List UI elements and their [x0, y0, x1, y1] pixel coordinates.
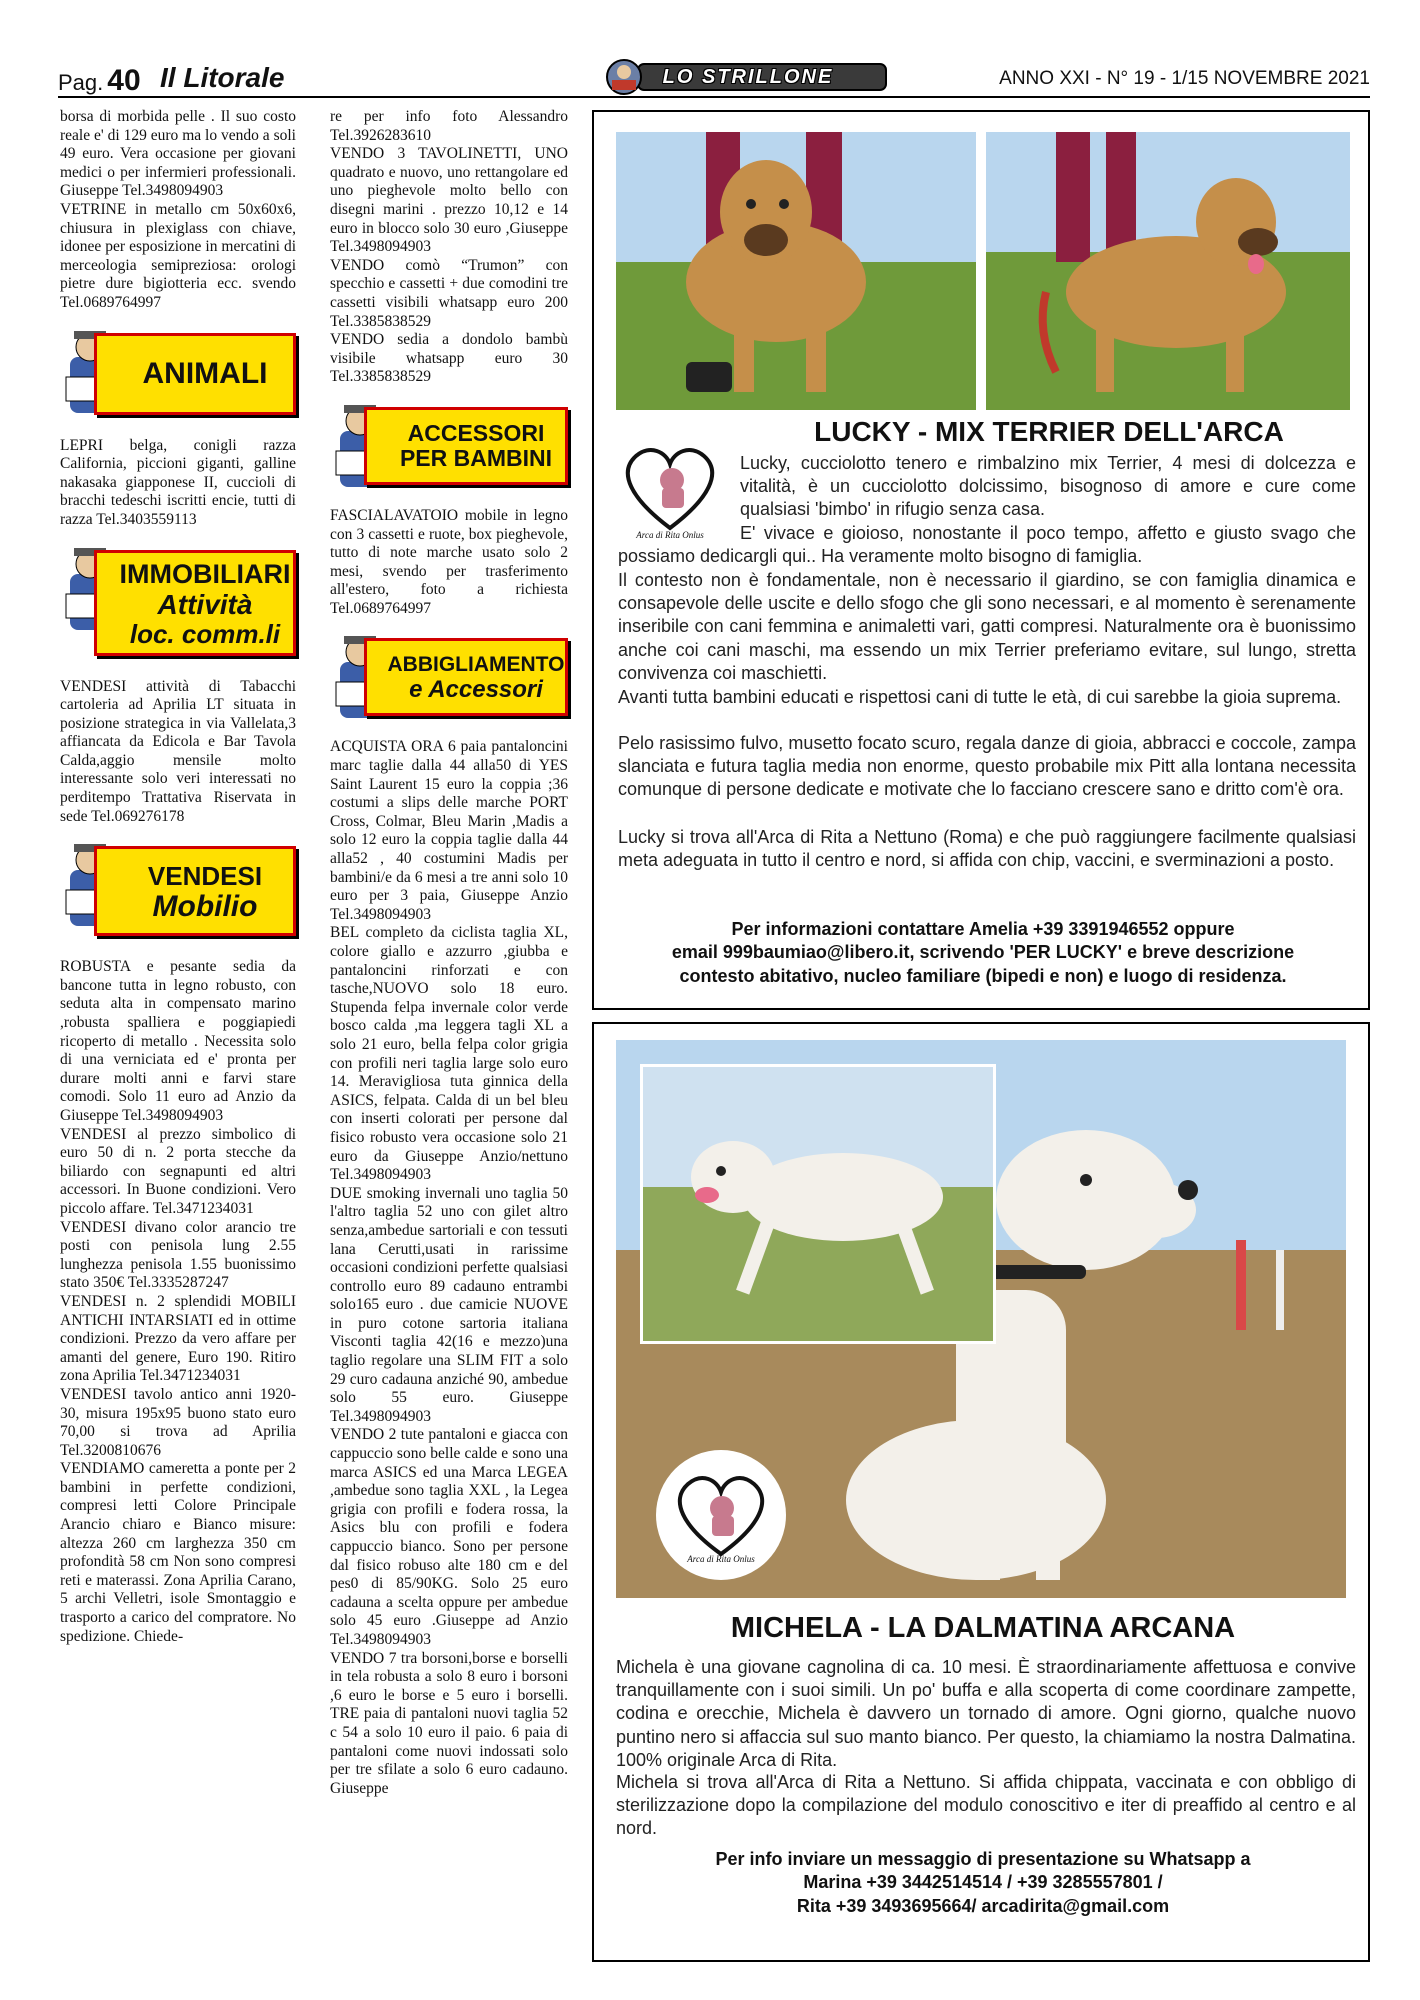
michela-title: MICHELA - LA DALMATINA ARCANA	[730, 1612, 1236, 1644]
banner-title: VENDESI	[147, 861, 263, 892]
page-number: Pag. 40	[58, 64, 141, 97]
lucky-paragraph: Lucky si trova all'Arca di Rita a Nettuno (Roma) e che può raggiungere facilmente qualsiasi meta adeguata in tutto il centro e nord, si affida con chip, vaccini, e sverminazioni a posto.	[618, 827, 1356, 871]
classified-ad: VETRINE in metallo cm 50x60x6, chiusura in plexiglass con chiave, idonee per esposizione in mercatini di merceologia semipreziosa: orologi pietre dure bigiotteria ecc. svendo Tel.0689764997	[60, 200, 296, 311]
classified-ad: borsa di morbida pelle . Il suo costo reale e' di 129 euro ma lo vendo a soli 49 euro. Vera occasione per giovani medici o per infermieri professionali. Giuseppe Tel.3498094903	[60, 108, 296, 200]
article-lucky	[592, 110, 1370, 1010]
classified-ad: VENDESI attività di Tabacchi cartoleria ad Aprilia LT situata in posizione strategica in via Vallelata,3 affiancata da Edicola e Bar Tavola Calda,aggio mensile molto interessante solo veri interessati no perditempo Trattativa Riservata in sede Tel.069276178	[60, 677, 296, 825]
section-banner-animali	[60, 323, 296, 423]
classified-ad: re per info foto Alessandro Tel.3926283610	[330, 108, 568, 144]
section-banner-mobilio	[60, 836, 296, 944]
banner-title: ANIMALI	[142, 356, 268, 390]
contact-line: email 999baumiao@libero.it, scrivendo 'PER LUCKY' e breve descrizione	[671, 942, 1295, 963]
contact-line: contesto abitativo, nucleo familiare (bipedi e non) e luogo di residenza.	[679, 965, 1287, 986]
classified-ad: FASCIALAVATOIO mobile in legno con 3 cassetti e ruote, box pieghevole, tutto di note marche usato solo 2 mesi, svendo per trasferimento all'estero, foto a richiesta Tel.0689764997	[330, 506, 568, 617]
contact-line: Rita +39 3493695664/ arcadirita@gmail.com	[796, 1895, 1170, 1916]
classified-ad: VENDESI al prezzo simbolico di euro 50 di n. 2 porta stecche da biliardo con segnapunti ed altri accessori. In Buone condizioni. Vero piccolo affare. Tel.3471234031	[60, 1125, 296, 1217]
michela-contact	[608, 1848, 1358, 1918]
contact-line: Per info inviare un messaggio di presentazione su Whatsapp a	[715, 1849, 1251, 1869]
banner-subtitle: Mobilio	[152, 890, 258, 924]
paper-name: Il Litorale	[160, 62, 285, 93]
lucky-contact	[608, 918, 1358, 988]
section-banner-abbigliamento	[330, 628, 568, 724]
lucky-paragraph: Avanti tutta bambini educati e rispettosi cani di tutte le età, di cui sarebbe la gioia suprema.	[618, 687, 1342, 707]
classifieds-column-1	[60, 108, 296, 1646]
section-banner-bambini	[330, 397, 568, 493]
page-header	[58, 60, 1370, 98]
classified-ad: ROBUSTA e pesante sedia da bancone tutta in legno robusto, con seduta alta in compensato marino ,robusta spalliera e poggiapiedi ricoperto di metallo . Necessita solo di una verniciata ed e' pronta per durare molti anni e farvi stare comodi. Solo 11 euro ad Anzio da Giuseppe Tel.3498094903	[60, 958, 296, 1124]
classified-ad: VENDO 7 tra borsoni,borse e borselli in tela robusta a solo 8 euro i borsoni ,6 euro le borse e 5 euro i borselli. TRE paia di pantaloni nuovi taglia 52 c 54 a solo 10 euro il paio. 6 paia di pantaloni come nuovi indossati solo per tre sfilate a solo 6 euro cadauno. Giuseppe	[330, 1649, 568, 1797]
classified-ad: VENDIAMO cameretta a ponte per 2 bambini in perfette condizioni, compresi letti Colore Principale Arancio chiaro e Bianco misure: altezza 260 cm larghezza 350 cm profondità 58 cm Non sono compresi reti e materassi. Zona Aprilia Carano, 5 archi Velletri, isole Smontaggio e trasporto a carico del compratore. No spedizione. Chiede-	[60, 1460, 296, 1645]
strillone-logo	[598, 58, 898, 96]
issue-info: ANNO XXI - N° 19 - 1/15 NOVEMBRE 2021	[999, 68, 1370, 89]
lucky-photo-2	[986, 132, 1350, 410]
contact-line: Marina +39 3442514514 / +39 3285557801 /	[803, 1872, 1163, 1893]
lucky-paragraph: E' vivace e gioioso, nonostante il poco tempo, affetto e giusto svago che possiamo dedicargli qui.. Ha veramente molto bisogno di famiglia.	[618, 523, 1356, 567]
banner-title: ABBIGLIAMENTO	[387, 653, 565, 677]
arca-di-rita-logo	[656, 1450, 786, 1580]
lucky-intro-paragraph: Lucky, cucciolotto tenero e rimbalzino mix Terrier, 4 mesi di dolcezza e vitalità, è un cucciolotto dolcissimo, bisognoso di amore e cure come qualsiasi 'bimbo' in rifugio senza casa.	[740, 453, 1356, 520]
article-michela	[592, 1022, 1370, 1962]
michela-photo	[616, 1040, 1346, 1598]
classified-ad: BEL completo da ciclista taglia XL, colore giallo e azzurro ,giubba e pantaloncini rinforzati e con tasche,NUOVO solo 18 euro. Stupenda felpa invernale color verde bosco calda ,ma leggera tagli XL a solo 21 euro, bella felpa color grigia con profili neri taglia large solo euro 14. Meravigliosa tuta ginnica della ASICS, felpata. Calda di un bel bleu con inserti colorati per persone dal fisico robusto vera occasione solo 21 euro da Giuseppe Anzio/nettuno Tel.3498094903	[330, 924, 568, 1184]
classifieds-column-2	[330, 108, 568, 1798]
classified-ad: VENDO 2 tute pantaloni e giacca con cappuccio sono belle calde e sono una marca ASICS ed una Marca LEGEA ,ambedue sono taglia XXL , la Legea grigia con profili e fodera rossa, la Asics blu con profili e fodera cappuccio bianco. Sono per persone dal fisico robuso alte 180 cm e del pes0 di 85/90KG. Solo 25 euro cadauna a scelta oppure per ambedue solo 45 euro .Giuseppe ad Anzio Tel.3498094903	[330, 1426, 568, 1648]
classified-ad: VENDO sedia a dondolo bambù visibile whatsapp euro 30 Tel.3385838529	[330, 331, 568, 386]
section-banner-immobiliari	[60, 540, 296, 664]
banner-title: PER BAMBINI	[399, 444, 553, 471]
contact-line: Per informazioni contattare Amelia +39 3391946552 oppure	[731, 919, 1235, 939]
classified-ad: VENDO 3 TAVOLINETTI, UNO quadrato e nuovo, uno rettangolare ed uno pieghevole molto bello con disegni marini . prezzo 10,12 e 14 euro in blocco solo 30 euro ,Giuseppe Tel.3498094903	[330, 145, 568, 256]
logo-text: LO STRILLONE	[662, 65, 834, 88]
lucky-paragraph: Il contesto non è fondamentale, non è necessario il giardino, se con famiglia dinamica e consapevole delle uscite e dello sfogo che gli sono necessari, e al momento è serenamente inseribile con cani femmina e animaletti vari, gatti compresi. Naturalmente ora è buonissimo anche coi cani maschi, ma essendo un mix Terrier preferiamo evitare, sul lungo, stretta convivenza coi maschietti.	[618, 570, 1356, 683]
classified-ad: DUE smoking invernali uno taglia 50 l'altro taglia 52 uno con gilet altro senza,ambedue sartoriali e con tessuti lana Cerutti,usati in rarissime occasioni condizioni perfette qualsiasi controllo euro 89 cadauno entrambi solo165 euro . due camicie NUOVE in puro cotone sartoria italiana Visconti taglia 42(16 e mezzo)una taglio regolare una SLIM FIT a solo 29 curo cadauna anziché 90, ambedue solo 55 euro. Giuseppe Tel.3498094903	[330, 1184, 568, 1425]
classified-ad: VENDESI n. 2 splendidi MOBILI ANTICHI INTARSIATI ed in ottime condizioni. Prezzo da vero affare per amanti del genere, Euro 190. Ritiro zona Aprilia Tel.3471234031	[60, 1292, 296, 1385]
banner-subtitle: e Accessori	[409, 676, 543, 704]
lucky-title: LUCKY - MIX TERRIER DELL'ARCA	[814, 416, 1284, 447]
logo-caption: Arca di Rita Onlus	[636, 530, 704, 540]
logo-caption: Arca di Rita Onlus	[687, 1554, 755, 1564]
classified-ad: VENDESI divano color arancio tre posti con penisola lung 2.55 lunghezza penisola 1.55 buonissimo stato 350€ Tel.3335287247	[60, 1218, 296, 1292]
banner-title: IMMOBILIARI	[119, 558, 291, 589]
banner-title: ACCESSORI	[407, 419, 545, 446]
banner-subtitle: loc. comm.li	[129, 618, 281, 649]
classified-ad: LEPRI belga, conigli razza California, piccioni giganti, galline nakasaka giapponese II, cuccioli di bracchi tedeschi iscritti encie, tutti di razza Tel.3403559113	[60, 436, 296, 528]
michela-paragraph: Michela si trova all'Arca di Rita a Nettuno. Si affida chippata, vaccinata e con obbligo di sterilizzazione dopo la compilazione del modulo conoscitivo e iter di preaffido al centro e al nord.	[616, 1772, 1356, 1839]
lucky-paragraph: Pelo rasissimo fulvo, musetto focato scuro, regala danze di gioia, abbracci e coccole, zampa slanciata e futura taglia media non enorme, questo probabile mix Pitt alla lontana necessita comunque di persone dedicate e motivate che lo facciano crescere sano e dritto com'è ora.	[618, 733, 1356, 800]
classified-ad: VENDESI tavolo antico anni 1920-30, misura 195x95 buono stato euro 70,00 si trova ad Aprilia Tel.3200810676	[60, 1385, 296, 1459]
lucky-photo-1	[616, 132, 976, 410]
michela-inset-photo	[640, 1064, 996, 1344]
banner-subtitle: Attività	[157, 588, 253, 620]
classified-ad: VENDO comò “Trumon” con specchio e cassetti + due comodini tre cassetti visibili whatsapp euro 200 Tel.3385838529	[330, 256, 568, 330]
classified-ad: ACQUISTA ORA 6 paia pantaloncini marc taglie dalla 44 alla50 di YES Saint Laurent 15 euro la coppia ;36 costumi a slips delle marche PORT Cross, Colmar, Bleu Marin ,Madis a solo 12 euro la coppia taglie dalla 44 alla52 , 40 costumini Madis per bambini/e da 6 mesi a tre anni solo 10 euro per 3 paia, Giuseppe Anzio Tel.3498094903	[330, 738, 568, 923]
michela-paragraph: Michela è una giovane cagnolina di ca. 10 mesi. È straordinariamente affettuosa e convive tranquillamente con i suoi simili. Un po' buffa e alla scoperta di come coordinare zampette, codina e orecchie, Michela è davvero un tornado di amore. Ogni giorno, qualche nuovo puntino nero si affaccia sul suo manto bianco. Per questo, la chiamiamo la nostra Dalmatina. 100% originale Arca di Rita.	[616, 1657, 1356, 1770]
